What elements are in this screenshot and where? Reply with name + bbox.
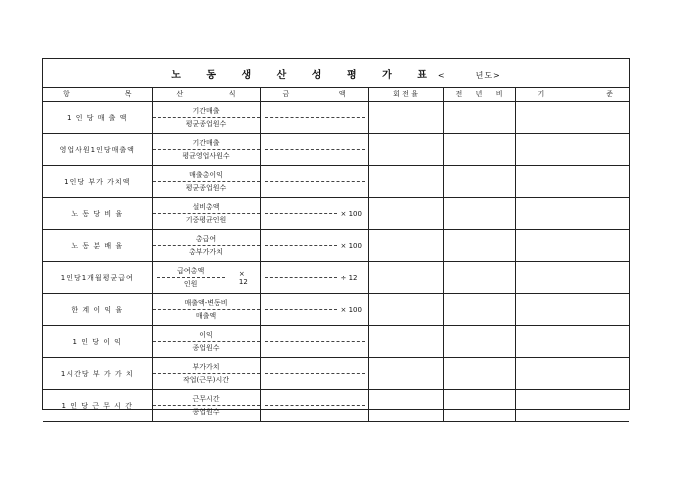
formula-fraction [153,362,260,385]
formula-denominator: 평균종업원수 [185,120,227,128]
formula-fraction [153,234,260,257]
row-item-label: 한 계 이 익 율 [43,294,152,326]
row-amount[interactable] [260,230,368,262]
productivity-table [43,87,629,422]
evaluation-sheet [42,58,630,416]
row-standard-cell[interactable] [515,230,629,262]
row-item-label: 1시간당 부 가 가 치 [43,358,152,390]
header-prev-ratio [443,87,515,102]
amount-blank[interactable] [265,213,337,214]
amount-blank[interactable] [265,373,365,374]
row-item-label: 노 동 당 비 율 [43,198,152,230]
formula-denominator: 종업원수 [192,344,220,352]
row-prev-ratio-cell[interactable] [443,166,515,198]
amount-operator: × 100 [340,209,362,218]
row-item-label: 1인당 부가 가치액 [43,166,152,198]
row-prev-ratio-cell[interactable] [443,134,515,166]
header-amount-a: 금 [282,90,290,98]
header-prev-a: 전 [455,90,463,98]
title-text: 노 동 생 산 성 평 가 표 [171,70,438,81]
row-item-label: 1 인 당 매 출 액 [43,102,152,134]
row-standard-cell[interactable] [515,134,629,166]
row-formula [152,294,260,326]
formula-denominator: 종업원수 [192,408,220,416]
row-standard-cell[interactable] [515,358,629,390]
formula-numerator: 매출총이익 [189,171,223,179]
row-prev-ratio-cell[interactable] [443,326,515,358]
header-item-a: 항 [63,90,70,98]
row-item-label: 영업사원1인당매출액 [43,134,152,166]
formula-fraction [153,138,260,161]
formula-numerator: 기간매출 [192,139,220,147]
row-formula [152,390,260,422]
row-prev-ratio-cell[interactable] [443,262,515,294]
row-turnover-cell[interactable] [368,358,443,390]
row-turnover-cell[interactable] [368,102,443,134]
row-amount[interactable] [260,390,368,422]
amount-operator: ÷ 12 [340,273,358,282]
row-prev-ratio-cell[interactable] [443,294,515,326]
row-item-label: 1 인 당 이 익 [43,326,152,358]
formula-fraction [153,394,260,417]
table-row [43,262,629,294]
row-standard-cell[interactable] [515,294,629,326]
formula-fraction [153,106,260,129]
formula-fraction [153,202,260,225]
header-amount-b: 액 [338,90,346,98]
row-amount[interactable] [260,326,368,358]
formula-operator: × 12 [238,269,248,286]
formula-denominator: 인원 [183,280,198,288]
header-turnover: 회 전 율 [368,87,443,102]
title-row [43,59,629,88]
amount-operator: × 100 [340,305,362,314]
formula-denominator: 기중평균인원 [185,216,227,224]
header-row [43,87,629,102]
document-title [43,66,629,81]
row-amount[interactable] [260,294,368,326]
table-row [43,198,629,230]
row-standard-cell[interactable] [515,198,629,230]
amount-blank[interactable] [265,277,337,278]
formula-denominator: 작업(근무)시간 [182,376,230,384]
header-std-a: 기 [537,90,545,98]
formula-denominator: 총부가가치 [189,248,223,256]
row-turnover-cell[interactable] [368,294,443,326]
table-body [43,102,629,422]
header-item [43,87,152,102]
header-calc [152,87,260,102]
header-standard [515,87,629,102]
row-amount[interactable] [260,166,368,198]
header-item-b: 목 [124,90,132,98]
formula-fraction [153,330,260,353]
formula-fraction [153,298,260,321]
row-prev-ratio-cell[interactable] [443,390,515,422]
row-item-label: 1 인 당 근 무 시 간 [43,390,152,422]
table-row [43,326,629,358]
row-amount[interactable] [260,198,368,230]
header-prev-c: 비 [495,90,503,98]
row-formula [152,230,260,262]
formula-denominator: 매출액 [195,312,217,320]
formula-numerator: 매출액-변동비 [184,299,228,307]
row-turnover-cell[interactable] [368,262,443,294]
row-amount[interactable] [260,358,368,390]
table-row [43,358,629,390]
row-formula [152,166,260,198]
amount-operator: × 100 [340,241,362,250]
table-row [43,134,629,166]
row-prev-ratio-cell[interactable] [443,230,515,262]
header-amount [260,87,368,102]
formula-numerator: 기간매출 [192,107,220,115]
year-open: < [437,71,446,80]
row-formula [152,102,260,134]
year-label: 년도> [475,71,501,80]
row-formula [152,358,260,390]
row-turnover-cell[interactable] [368,166,443,198]
table-row [43,166,629,198]
header-std-b: 준 [606,90,613,98]
row-prev-ratio-cell[interactable] [443,102,515,134]
table-row [43,390,629,422]
header-calc-b: 식 [228,90,236,98]
row-item-label: 노 동 분 배 율 [43,230,152,262]
row-standard-cell[interactable] [515,326,629,358]
row-amount[interactable] [260,134,368,166]
table-row [43,230,629,262]
formula-fraction [157,266,225,289]
header-calc-a: 산 [176,90,184,98]
table-row [43,294,629,326]
row-prev-ratio-cell[interactable] [443,358,515,390]
row-turnover-cell[interactable] [368,134,443,166]
formula-numerator: 설비총액 [192,203,220,211]
row-formula [152,134,260,166]
row-amount[interactable] [260,102,368,134]
row-standard-cell[interactable] [515,102,629,134]
row-prev-ratio-cell[interactable] [443,198,515,230]
row-turnover-cell[interactable] [368,198,443,230]
row-formula [152,262,260,294]
formula-numerator: 이익 [199,331,213,339]
row-standard-cell[interactable] [515,390,629,422]
row-turnover-cell[interactable] [368,326,443,358]
formula-numerator: 총급여 [195,235,217,243]
amount-blank[interactable] [265,117,365,118]
amount-blank[interactable] [265,405,365,406]
row-standard-cell[interactable] [515,166,629,198]
row-item-label: 1인당1개월평균급여 [43,262,152,294]
row-turnover-cell[interactable] [368,390,443,422]
formula-numerator: 근무시간 [192,395,220,403]
formula-numerator: 부가가치 [192,363,220,371]
formula-denominator: 평균영업사원수 [182,152,230,160]
row-amount[interactable] [260,262,368,294]
formula-numerator: 급여총액 [177,267,205,275]
row-standard-cell[interactable] [515,262,629,294]
amount-blank[interactable] [265,181,365,182]
table-row [43,102,629,134]
amount-blank[interactable] [265,309,337,310]
row-formula [152,326,260,358]
amount-blank[interactable] [265,245,337,246]
amount-blank[interactable] [265,149,365,150]
row-formula [152,198,260,230]
row-turnover-cell[interactable] [368,230,443,262]
formula-fraction [153,170,260,193]
header-prev-b: 년 [475,90,483,98]
amount-blank[interactable] [265,341,365,342]
formula-denominator: 평균종업원수 [185,184,227,192]
